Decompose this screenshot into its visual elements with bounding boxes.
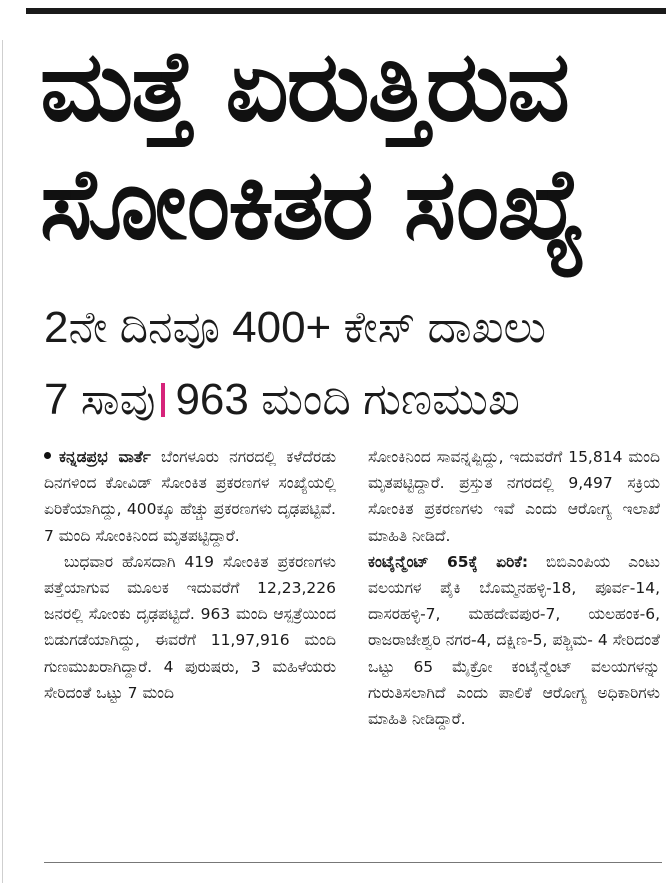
- bottom-rule: [44, 862, 662, 863]
- byline-source: ಕನ್ನಡಪ್ರಭ ವಾರ್ತೆ: [59, 448, 151, 466]
- subsection-heading: ಕಂಟೈನ್ಮೆಂಟ್ 65ಕ್ಕೆ ಏರಿಕೆ:: [368, 552, 529, 571]
- headline: [40, 28, 660, 264]
- headline-line-2: ಸೋಂಕಿತರ ಸಂಖ್ಯೆ: [40, 148, 585, 262]
- headline-line-1: ಮತ್ತೆ ಏರುತ್ತಿರುವ: [40, 30, 568, 144]
- paragraph-2: ಬುಧವಾರ ಹೊಸದಾಗಿ 419 ಸೋಂಕಿತ ಪ್ರಕರಣಗಳು ಪತ್ತೆಯಾಗುವ ಮೂಲಕ ಇದುವರೆಗೆ 12,23,226 ಜನರಲ್ಲಿ ಸೋಂಕು ದೃಢಪಟ್ಟಿದೆ. 963 ಮಂದಿ ಆಸ್ಪತ್ರೆಯಿಂದ ಬಿಡುಗಡೆಯಾಗಿದ್ದು, ಈವರೆಗೆ 11,97,916 ಮಂದಿ ಗುಣಮುಖರಾಗಿದ್ದಾರೆ. 4 ಪುರುಷರು, 3 ಮಹಿಳೆಯರು ಸೇರಿದಂತೆ ಒಟ್ಟು 7 ಮಂದಿ: [44, 552, 336, 702]
- top-rule: [26, 8, 666, 14]
- article-column-left: [44, 444, 336, 706]
- pipe-divider: [161, 383, 165, 417]
- paragraph-1-text: ನಗರದಲ್ಲಿ ಕಳೆದೆರಡು ದಿನಗಳಿಂದ ಕೋವಿಡ್ ಸೋಂಕಿತ ಪ್ರಕರಣಗಳ ಸಂಖ್ಯೆಯಲ್ಲಿ ಏರಿಕೆಯಾಗಿದ್ದು, 400ಕ್ಕೂ ಹೆಚ್ಚು ಪ್ರಕರಣಗಳು ದೃಢಪಟ್ಟಿವೆ. 7 ಮಂದಿ ಸೋಂಕಿನಿಂದ ಮೃತಪಟ್ಟಿದ್ದಾರೆ.: [44, 448, 336, 545]
- paragraph-3: ಸೋಂಕಿನಿಂದ ಸಾವನ್ನಪ್ಪಿದ್ದು, ಇದುವರೆಗೆ 15,814 ಮಂದಿ ಮೃತಪಟ್ಟಿದ್ದಾರೆ. ಪ್ರಸ್ತುತ ನಗರದಲ್ಲಿ 9,497 ಸಕ್ರಿಯ ಸೋಂಕಿತ ಪ್ರಕರಣಗಳು ಇವೆ ಎಂದು ಆರೋಗ್ಯ ಇಲಾಖೆ ಮಾಹಿತಿ ನೀಡಿದೆ.: [368, 448, 660, 545]
- paragraph-1: [44, 444, 336, 549]
- side-rule: [2, 40, 3, 883]
- subhead-deaths-recoveries: [44, 372, 664, 428]
- bullet-icon: [44, 452, 51, 459]
- paragraph-4: [368, 549, 660, 732]
- subhead-cases: 2ನೇ ದಿನವೂ 400+ ಕೇಸ್ ದಾಖಲು: [44, 303, 547, 352]
- paragraph-4-text: ಬಿಬಿಎಂಪಿಯ ಎಂಟು ವಲಯಗಳ ಪೈಕಿ ಬೊಮ್ಮನಹಳ್ಳಿ-18, ಪೂರ್ವ-14, ದಾಸರಹಳ್ಳಿ-7, ಮಹದೇವಪುರ-7, ಯಲಹಂಕ-6, ರಾಜರಾಜೇಶ್ವರಿ ನಗರ-4, ದಕ್ಷಿಣ-5, ಪಶ್ಚಿಮ- 4 ಸೇರಿದಂತೆ ಒಟ್ಟು 65 ಮೈಕ್ರೋ ಕಂಟೈನ್ಮೆಂಟ್ ವಲಯಗಳನ್ನು ಗುರುತಿಸಲಾಗಿದೆ ಎಂದು ಪಾಲಿಕೆ ಆರೋಗ್ಯ ಅಧಿಕಾರಿಗಳು ಮಾಹಿತಿ ನೀಡಿದ್ದಾರೆ.: [368, 552, 660, 729]
- byline-place: ಬೆಂಗಳೂರು: [161, 448, 219, 466]
- subhead-deaths: 7 ಸಾವು: [44, 375, 156, 424]
- subhead-recoveries: 963 ಮಂದಿ ಗುಣಮುಖ: [175, 375, 520, 424]
- article-column-right: [368, 444, 660, 732]
